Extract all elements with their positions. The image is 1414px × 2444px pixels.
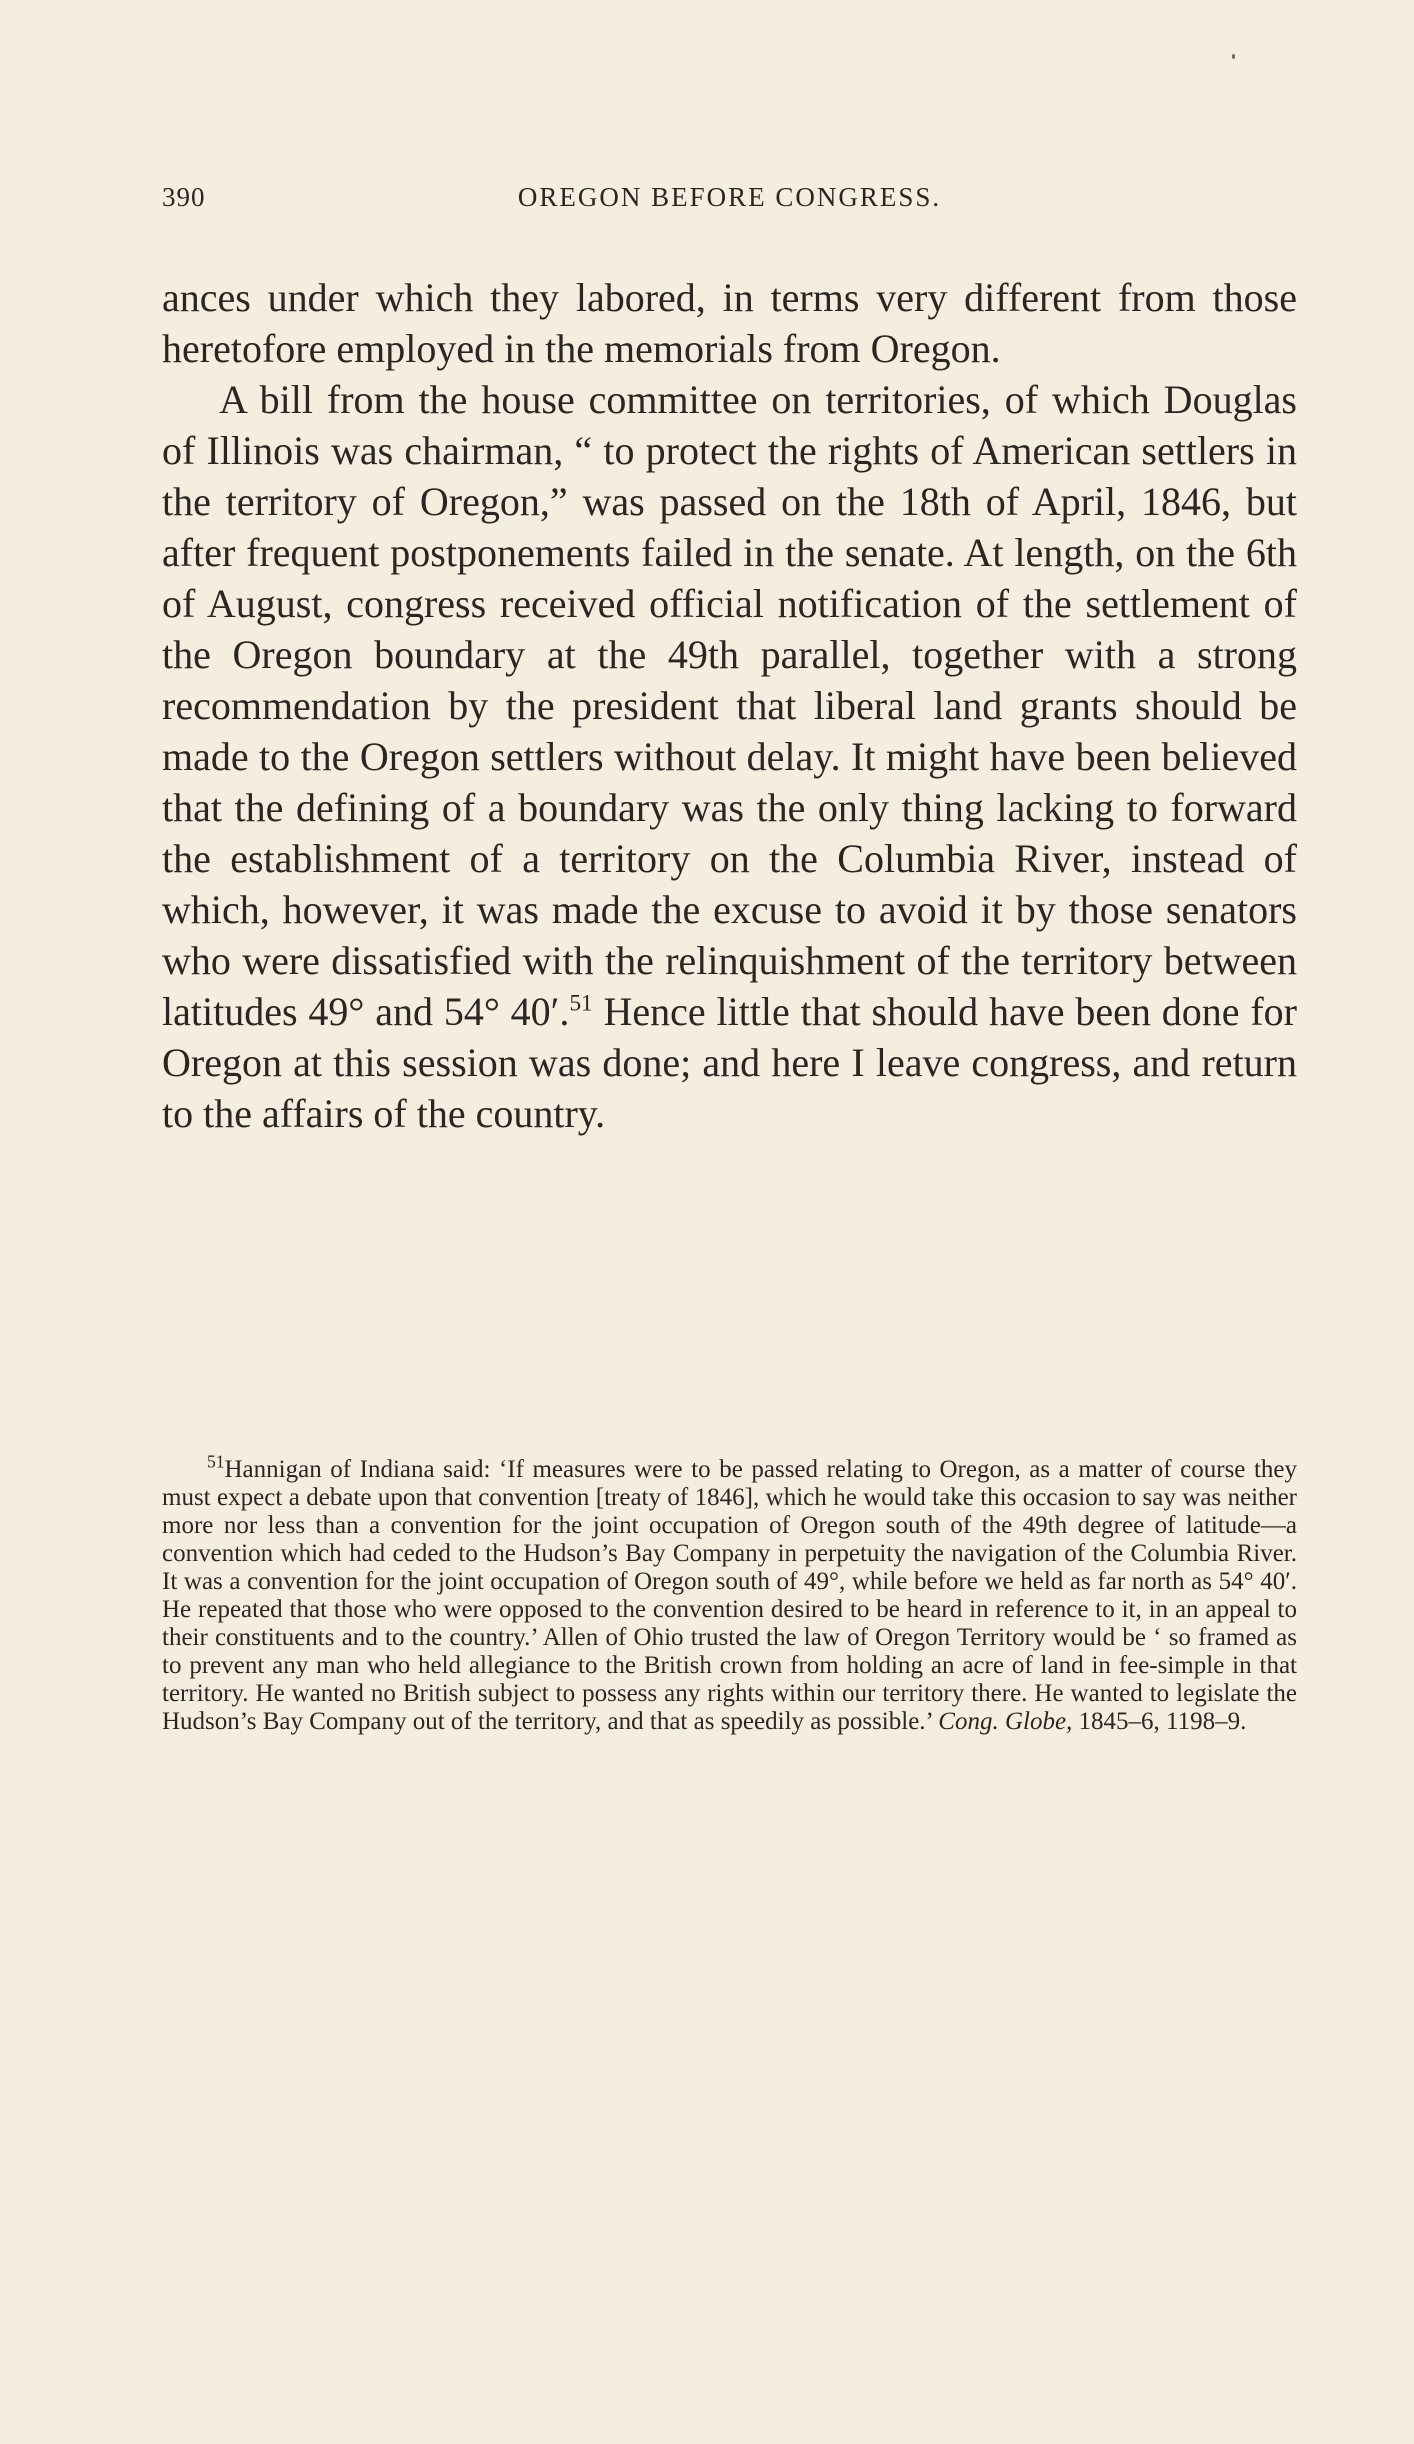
page-number: 390 <box>162 182 206 212</box>
paragraph-continued: ances under which they labored, in terms very different from those heretofore employed in the memorials from Oregon. <box>162 275 1297 371</box>
footnote-citation: Cong. Globe, <box>938 1708 1073 1735</box>
running-head: OREGON BEFORE CONGRESS. <box>517 182 942 212</box>
footnote-text: Hannigan of Indiana said: ‘If measures were to be passed relating to Oregon, as a matter of course they must expect a debate upon that convention [treaty of 1846], which he would take this occasion to say was neither more nor less than a convention for the joint occupation of Oregon south of the 49th degree of latitude—a convention which had ceded to the Hudson’s Bay Company in perpetuity the navigation of the Columbia River. It was a convention for the joint occupation of Oregon south of 49°, while before we held as far north as 54° 40′. He repeated that those who were opposed to the convention desired to be heard in reference to it, in an appeal to their constituents and to the country.’ Allen of Ohio trusted the law of Oregon Territory would be ‘ so framed as to prevent any man who held allegiance to the British crown from holding an acre of land in fee-simple in that territory. He wanted no British subject to possess any rights within our territory there. He wanted to legislate the Hudson’s Bay Company out of the territory, and that as speedily as possible.’ <box>162 1456 1297 1735</box>
paragraph-oregon-bill <box>162 374 1297 1139</box>
footnote-citation-details: 1845–6, 1198–9. <box>1072 1708 1247 1735</box>
page-header <box>162 182 1297 222</box>
footnote-reference: 51 <box>569 990 593 1017</box>
paragraph-text: A bill from the house committee on territories, of which Douglas of Illinois was chairman, “ to protect the rights of American settlers in the territory of Oregon,” was passed on the 18th of April, 1846, but after frequent postponements failed in the senate. At length, on the 6th of August, congress received official notification of the settlement of the Oregon boundary at the 49th parallel, together with a strong recommendation by the president that liberal land grants should be made to the Oregon settlers without delay. It might have been believed that the defining of a boundary was the only thing lacking to forward the establishment of a territory on the Columbia River, instead of which, however, it was made the excuse to avoid it by those senators who were dissatisfied with the relinquishment of the territory between latitudes 49° and 54° 40′. <box>162 377 1297 1034</box>
footnote <box>162 1451 1297 1736</box>
main-text <box>162 272 1297 1139</box>
paragraph-text-continued: Hence little that should have been done for Oregon at this session was done; and here I leave congress, and return to the affairs of the country. <box>162 989 1297 1136</box>
paper-speck <box>1232 54 1235 59</box>
footnote-marker: 51 <box>207 1451 225 1472</box>
footnote-paragraph <box>162 1451 1297 1736</box>
